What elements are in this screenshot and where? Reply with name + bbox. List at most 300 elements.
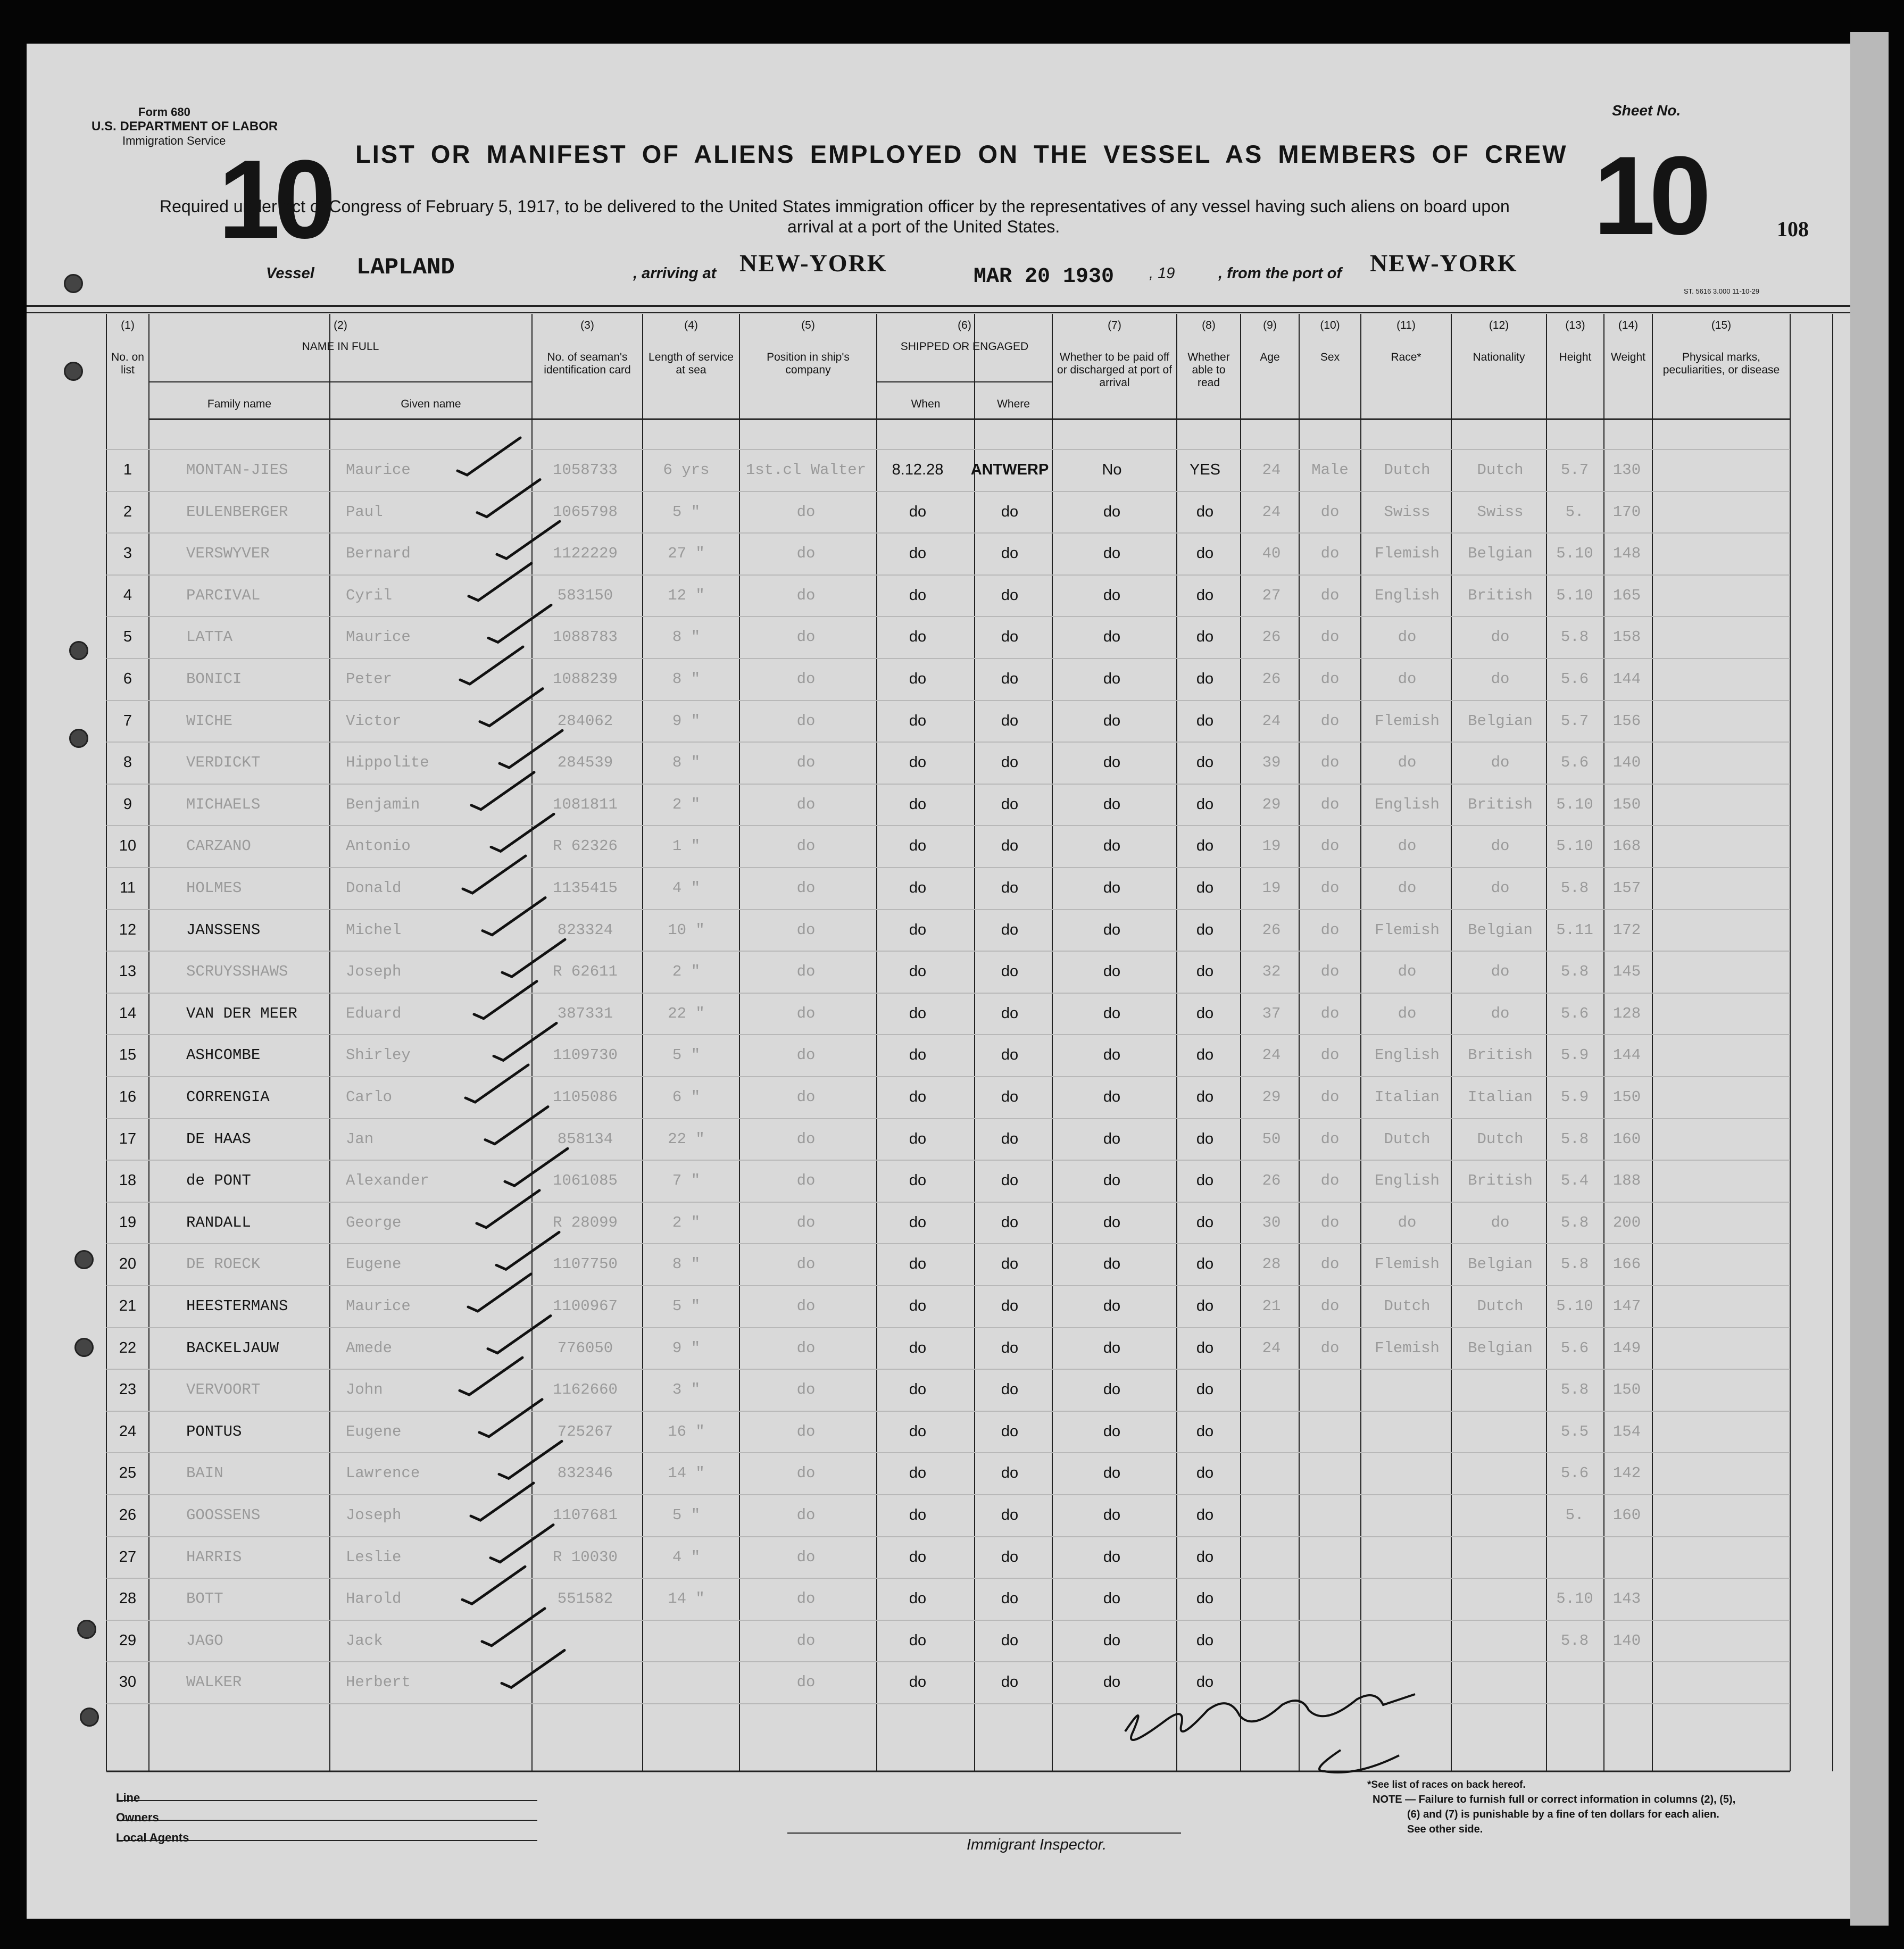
nationality: do <box>1491 1004 1510 1022</box>
length-of-service: 5 " <box>672 1506 701 1524</box>
nationality: do <box>1491 1213 1510 1231</box>
paid-off: do <box>1103 545 1121 562</box>
height: 5. <box>1565 503 1584 521</box>
race: Flemish <box>1375 1255 1440 1273</box>
weight: 150 <box>1612 1088 1641 1106</box>
check-mark <box>485 1107 548 1144</box>
height: 5.6 <box>1560 1464 1589 1482</box>
weight: 128 <box>1612 1004 1641 1022</box>
check-mark <box>460 647 523 684</box>
sex: do <box>1320 1339 1340 1357</box>
paid-off: do <box>1103 1506 1121 1523</box>
able-to-read: do <box>1196 503 1214 520</box>
race: Dutch <box>1384 1297 1431 1315</box>
race: do <box>1398 879 1417 897</box>
race: Flemish <box>1375 921 1440 939</box>
sheet-no-label: Sheet No. <box>1612 102 1681 119</box>
row-number: 15 <box>119 1046 137 1064</box>
row-number: 5 <box>123 628 132 646</box>
paid-off: do <box>1103 1631 1121 1649</box>
race: do <box>1398 628 1417 646</box>
weight: 158 <box>1612 628 1641 646</box>
given-name: Benjamin <box>346 795 420 813</box>
sex: do <box>1320 503 1340 521</box>
shipped-where: do <box>1001 1088 1019 1105</box>
nationality: British <box>1468 795 1533 813</box>
weight: 143 <box>1612 1590 1641 1608</box>
paid-off: do <box>1103 670 1121 687</box>
nationality: Dutch <box>1477 1130 1524 1148</box>
age: 28 <box>1262 1255 1281 1273</box>
family-name: BOTT <box>186 1590 223 1608</box>
weight: 147 <box>1612 1297 1641 1315</box>
given-name: Joseph <box>346 963 402 981</box>
length-of-service: 5 " <box>672 1046 701 1064</box>
given-name: Bernard <box>346 545 411 563</box>
row-number: 27 <box>119 1548 137 1565</box>
print-code: ST. 5616 3.000 11-10-29 <box>1684 287 1760 295</box>
length-of-service: 3 " <box>672 1381 701 1399</box>
given-name: Victor <box>346 712 402 730</box>
position: do <box>796 795 816 813</box>
age: 32 <box>1262 963 1281 981</box>
position: do <box>796 1631 816 1650</box>
sex: do <box>1320 754 1340 772</box>
able-to-read: do <box>1196 1339 1214 1356</box>
sex: do <box>1320 1172 1340 1190</box>
height: 5.5 <box>1560 1422 1589 1440</box>
age: 19 <box>1262 879 1281 897</box>
paid-off: do <box>1103 1422 1121 1440</box>
height: 5.8 <box>1560 1130 1589 1148</box>
paid-off: do <box>1103 1464 1121 1482</box>
age: 24 <box>1262 1339 1281 1357</box>
given-name: Lawrence <box>346 1464 420 1482</box>
shipped-when: do <box>909 1464 927 1482</box>
able-to-read: do <box>1196 795 1214 813</box>
column-sublabel-c2-sub2: Given name <box>401 398 461 410</box>
shipped-when: do <box>909 963 927 980</box>
height: 5.10 <box>1556 795 1593 813</box>
check-mark <box>477 1190 539 1228</box>
position: do <box>796 1506 816 1524</box>
family-name: CARZANO <box>186 837 251 855</box>
position: do <box>796 1172 816 1190</box>
height: 5.10 <box>1556 1590 1593 1608</box>
given-name: Antonio <box>346 837 411 855</box>
height: 5. <box>1565 1506 1584 1524</box>
column-label-c10: Sex <box>1320 351 1340 363</box>
given-name: Herbert <box>346 1673 411 1692</box>
position: do <box>796 1046 816 1064</box>
age: 21 <box>1262 1297 1281 1315</box>
position: do <box>796 1088 816 1106</box>
shipped-when: 8.12.28 <box>892 461 944 478</box>
position: do <box>796 921 816 939</box>
arriving-label: , arriving at <box>633 265 717 282</box>
sex: do <box>1320 712 1340 730</box>
shipped-where: do <box>1001 586 1019 604</box>
given-name: George <box>346 1213 402 1231</box>
shipped-when: do <box>909 795 927 813</box>
given-name: Cyril <box>346 586 393 604</box>
shipped-where: do <box>1001 1422 1019 1440</box>
given-name: Peter <box>346 670 393 688</box>
given-name: Michel <box>346 921 402 939</box>
id-card-number: 1135415 <box>553 879 618 897</box>
race: Swiss <box>1384 503 1431 521</box>
weight: 172 <box>1612 921 1641 939</box>
check-mark <box>488 605 551 642</box>
given-name: Joseph <box>346 1506 402 1524</box>
age: 19 <box>1262 837 1281 855</box>
family-name: GOOSSENS <box>186 1506 261 1524</box>
position: do <box>796 1130 816 1148</box>
shipped-when: do <box>909 1088 927 1105</box>
weight: 188 <box>1612 1172 1641 1190</box>
id-card-number: 1100967 <box>553 1297 618 1315</box>
family-name: ASHCOMBE <box>186 1046 261 1064</box>
given-name: Eugene <box>346 1422 402 1440</box>
shipped-when: do <box>909 712 927 729</box>
able-to-read: do <box>1196 1004 1214 1022</box>
position: do <box>796 670 816 688</box>
length-of-service: 2 " <box>672 963 701 981</box>
family-name: BONICI <box>186 670 242 688</box>
length-of-service: 9 " <box>672 1339 701 1357</box>
column-number-c7: (7) <box>1108 319 1121 331</box>
nationality: Belgian <box>1468 1255 1533 1273</box>
shipped-where: ANTWERP <box>970 461 1049 478</box>
length-of-service: 4 " <box>672 1548 701 1566</box>
length-of-service: 5 " <box>672 503 701 521</box>
shipped-where: do <box>1001 1548 1019 1565</box>
shipped-when: do <box>909 670 927 687</box>
given-name: Eugene <box>346 1255 402 1273</box>
age: 37 <box>1262 1004 1281 1022</box>
able-to-read: do <box>1196 1673 1214 1691</box>
row-number: 28 <box>119 1590 137 1607</box>
paid-off: do <box>1103 1255 1121 1273</box>
shipped-where: do <box>1001 503 1019 520</box>
race: English <box>1375 1046 1440 1064</box>
check-mark <box>468 1274 531 1311</box>
paid-off: do <box>1103 1548 1121 1565</box>
age: 24 <box>1262 461 1281 479</box>
paid-off: do <box>1103 1213 1121 1231</box>
weight: 156 <box>1612 712 1641 730</box>
service: Immigration Service <box>122 134 226 147</box>
subtitle-line-2: arrival at a port of the United States. <box>787 217 1060 236</box>
weight: 157 <box>1612 879 1641 897</box>
nationality: Italian <box>1468 1088 1533 1106</box>
row-number: 12 <box>119 921 137 938</box>
weight: 140 <box>1612 754 1641 772</box>
nationality: do <box>1491 879 1510 897</box>
length-of-service: 6 " <box>672 1088 701 1106</box>
shipped-when: do <box>909 1004 927 1022</box>
column-number-c4: (4) <box>684 319 698 331</box>
height: 5.10 <box>1556 837 1593 855</box>
family-name: VERSWYVER <box>186 545 270 563</box>
weight: 166 <box>1612 1255 1641 1273</box>
id-card-number: 823324 <box>557 921 613 939</box>
nationality: Belgian <box>1468 545 1533 563</box>
position: do <box>796 1464 816 1482</box>
sex: do <box>1320 1130 1340 1148</box>
paid-off: do <box>1103 1130 1121 1147</box>
position: do <box>796 628 816 646</box>
able-to-read: do <box>1196 712 1214 729</box>
shipped-when: do <box>909 628 927 646</box>
given-name: Jack <box>346 1631 383 1650</box>
year-label: , 19 <box>1149 265 1175 282</box>
family-name: RANDALL <box>186 1213 251 1231</box>
height: 5.8 <box>1560 1381 1589 1399</box>
from-port-label: , from the port of <box>1218 265 1342 282</box>
family-name: EULENBERGER <box>186 503 288 521</box>
id-card-number: 1081811 <box>553 795 618 813</box>
paid-off: No <box>1102 461 1122 478</box>
shipped-where: do <box>1001 1004 1019 1022</box>
length-of-service: 8 " <box>672 1255 701 1273</box>
able-to-read: YES <box>1189 461 1221 478</box>
shipped-where: do <box>1001 1506 1019 1523</box>
height: 5.8 <box>1560 879 1589 897</box>
height: 5.10 <box>1556 586 1593 604</box>
able-to-read: do <box>1196 963 1214 980</box>
id-card-number: 832346 <box>557 1464 613 1482</box>
family-name: DE ROECK <box>186 1255 261 1273</box>
id-card-number: 1107681 <box>553 1506 618 1524</box>
row-number: 4 <box>123 586 132 604</box>
able-to-read: do <box>1196 1255 1214 1273</box>
check-mark <box>502 1650 564 1687</box>
row-number: 7 <box>123 712 132 729</box>
height: 5.7 <box>1560 712 1589 730</box>
check-mark <box>497 521 560 559</box>
given-name: John <box>346 1381 383 1399</box>
height: 5.4 <box>1560 1172 1589 1190</box>
race: Flemish <box>1375 545 1440 563</box>
paid-off: do <box>1103 837 1121 855</box>
length-of-service: 22 " <box>668 1130 705 1148</box>
page-title: LIST OR MANIFEST OF ALIENS EMPLOYED ON THE VESSEL AS MEMBERS OF CREW <box>355 140 1568 168</box>
check-mark <box>494 1023 556 1060</box>
length-of-service: 27 " <box>668 545 705 563</box>
shipped-when: do <box>909 1255 927 1273</box>
department: U.S. DEPARTMENT OF LABOR <box>92 119 278 134</box>
column-sublabel-c6-sub2: Where <box>997 398 1030 410</box>
check-mark <box>491 814 554 851</box>
row-number: 23 <box>119 1381 137 1398</box>
family-name: JANSSENS <box>186 921 261 939</box>
shipped-when: do <box>909 1506 927 1523</box>
check-mark <box>463 856 526 893</box>
sex: do <box>1320 837 1340 855</box>
row-number: 3 <box>123 545 132 562</box>
big-number-right: 10 <box>1593 133 1705 258</box>
height: 5.6 <box>1560 1004 1589 1022</box>
position: do <box>796 1422 816 1440</box>
column-number-c6: (6) <box>958 319 971 331</box>
line-label: Line <box>116 1791 140 1804</box>
subtitle-line-1: Required under Act of Congress of February 5, 1917, to be delivered to the United States immigration officer by the representatives of any vessel having such aliens on board upon <box>160 197 1510 216</box>
given-name: Harold <box>346 1590 402 1608</box>
position: do <box>796 1548 816 1566</box>
id-card-number: 551582 <box>557 1590 613 1608</box>
position: do <box>796 963 816 981</box>
age: 24 <box>1262 1046 1281 1064</box>
shipped-where: do <box>1001 628 1019 646</box>
able-to-read: do <box>1196 1297 1214 1314</box>
arriving-port: NEW-YORK <box>739 249 887 277</box>
row-number: 2 <box>123 503 132 520</box>
check-mark <box>465 1065 528 1102</box>
given-name: Donald <box>346 879 402 897</box>
age: 29 <box>1262 1088 1281 1106</box>
position: do <box>796 503 816 521</box>
check-mark <box>482 1609 545 1646</box>
check-mark <box>479 1400 542 1437</box>
able-to-read: do <box>1196 921 1214 938</box>
given-name: Maurice <box>346 461 411 479</box>
column-label-c13: Height <box>1559 351 1592 363</box>
nationality: do <box>1491 670 1510 688</box>
given-name: Leslie <box>346 1548 402 1566</box>
shipped-where: do <box>1001 1172 1019 1189</box>
length-of-service: 14 " <box>668 1464 705 1482</box>
sex: do <box>1320 1004 1340 1022</box>
height: 5.6 <box>1560 1339 1589 1357</box>
id-card-number: R 62326 <box>553 837 618 855</box>
able-to-read: do <box>1196 1422 1214 1440</box>
family-name: PONTUS <box>186 1422 242 1440</box>
weight: 200 <box>1612 1213 1641 1231</box>
race: Dutch <box>1384 1130 1431 1148</box>
id-card-number: 1058733 <box>553 461 618 479</box>
given-name: Amede <box>346 1339 393 1357</box>
race: Flemish <box>1375 1339 1440 1357</box>
id-card-number: 1122229 <box>553 545 618 563</box>
id-card-number: 1088783 <box>553 628 618 646</box>
shipped-where: do <box>1001 1130 1019 1147</box>
from-port: NEW-YORK <box>1370 249 1518 277</box>
family-name: VAN DER MEER <box>186 1004 297 1022</box>
row-number: 19 <box>119 1213 137 1231</box>
row-number: 16 <box>119 1088 137 1105</box>
local-agents-label: Local Agents <box>116 1831 189 1844</box>
id-card-number: 387331 <box>557 1004 613 1022</box>
shipped-when: do <box>909 1422 927 1440</box>
weight: 149 <box>1612 1339 1641 1357</box>
given-name: Shirley <box>346 1046 411 1064</box>
shipped-where: do <box>1001 795 1019 813</box>
nationality: do <box>1491 837 1510 855</box>
paid-off: do <box>1103 1339 1121 1356</box>
height: 5.6 <box>1560 754 1589 772</box>
shipped-where: do <box>1001 1673 1019 1691</box>
paid-off: do <box>1103 879 1121 896</box>
paid-off: do <box>1103 1673 1121 1691</box>
id-card-number: 1061085 <box>553 1172 618 1190</box>
family-name: HEESTERMANS <box>186 1297 288 1315</box>
check-mark <box>499 1441 562 1478</box>
length-of-service: 8 " <box>672 754 701 772</box>
family-name: HARRIS <box>186 1548 242 1566</box>
given-name: Maurice <box>346 1297 411 1315</box>
sex: do <box>1320 586 1340 604</box>
sex: do <box>1320 921 1340 939</box>
height: 5.8 <box>1560 1631 1589 1650</box>
sex: do <box>1320 1088 1340 1106</box>
height: 5.8 <box>1560 1255 1589 1273</box>
column-number-c8: (8) <box>1202 319 1216 331</box>
family-name: SCRUYSSHAWS <box>186 963 288 981</box>
weight: 160 <box>1612 1506 1641 1524</box>
column-number-c1: (1) <box>121 319 135 331</box>
shipped-when: do <box>909 921 927 938</box>
column-label-c3: No. of seaman's identification card <box>544 351 631 376</box>
given-name: Jan <box>346 1130 374 1148</box>
family-name: HOLMES <box>186 879 242 897</box>
able-to-read: do <box>1196 879 1214 896</box>
paid-off: do <box>1103 1297 1121 1314</box>
weight: 165 <box>1612 586 1641 604</box>
row-number: 26 <box>119 1506 137 1523</box>
nationality: British <box>1468 586 1533 604</box>
family-name: VERVOORT <box>186 1381 261 1399</box>
id-card-number: 858134 <box>557 1130 613 1148</box>
shipped-when: do <box>909 1172 927 1189</box>
given-name: Carlo <box>346 1088 393 1106</box>
weight: 144 <box>1612 1046 1641 1064</box>
height: 5.9 <box>1560 1088 1589 1106</box>
height: 5.11 <box>1556 921 1593 939</box>
position: do <box>796 1255 816 1273</box>
position: do <box>796 1297 816 1315</box>
row-number: 25 <box>119 1464 137 1482</box>
id-card-number: 1109730 <box>553 1046 618 1064</box>
column-number-c10: (10) <box>1320 319 1340 331</box>
nationality: British <box>1468 1046 1533 1064</box>
weight: 160 <box>1612 1130 1641 1148</box>
shipped-when: do <box>909 837 927 855</box>
column-label-c15: Physical marks, peculiarities, or disease <box>1662 351 1780 376</box>
position: do <box>796 754 816 772</box>
check-mark <box>490 1525 553 1562</box>
shipped-where: do <box>1001 712 1019 729</box>
column-label-c9: Age <box>1260 351 1280 363</box>
note-races: *See list of races on back hereof. <box>1367 1779 1526 1790</box>
family-name: LATTA <box>186 628 233 646</box>
shipped-when: do <box>909 545 927 562</box>
position: do <box>796 837 816 855</box>
family-name: JAGO <box>186 1631 223 1650</box>
race: Italian <box>1375 1088 1440 1106</box>
paid-off: do <box>1103 1172 1121 1189</box>
able-to-read: do <box>1196 545 1214 562</box>
race: English <box>1375 586 1440 604</box>
sex: do <box>1320 1255 1340 1273</box>
weight: 148 <box>1612 545 1641 563</box>
column-label-c1: No. on list <box>111 351 144 376</box>
nationality: do <box>1491 963 1510 981</box>
column-label-c12: Nationality <box>1473 351 1525 363</box>
column-label-c5: Position in ship's company <box>767 351 850 376</box>
family-name: de PONT <box>186 1172 251 1190</box>
id-card-number: 1088239 <box>553 670 618 688</box>
